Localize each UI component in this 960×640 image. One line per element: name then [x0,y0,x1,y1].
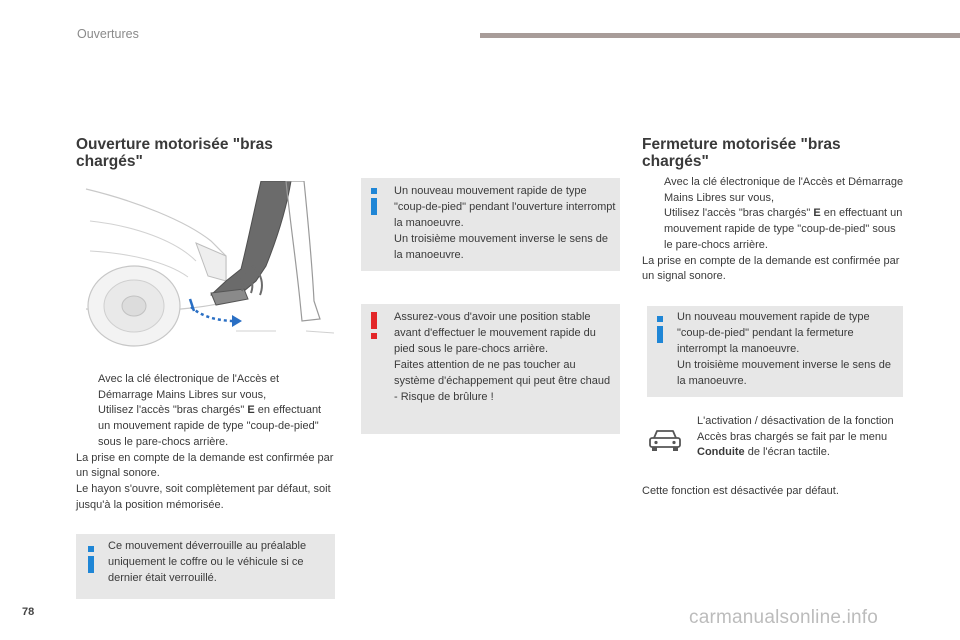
list-item [642,175,904,206]
info-icon [88,546,94,573]
chapter-title: Ouvertures [77,27,139,41]
key-letter: E [247,404,255,417]
paragraph: Cette fonction est désactivée par défaut. [642,485,839,497]
list-item [76,403,336,450]
paragraph: Le hayon s'ouvre, soit complètement par défaut, soit jusqu'à la position mémorisée. [76,482,331,511]
info-icon [657,316,663,343]
opening-instructions [76,372,336,513]
default-state-text [642,484,904,500]
kick-sensor-illustration [76,181,336,348]
paragraph [697,414,902,461]
note-text: Assurez-vous d'avoir une position stable avant d'effectuer le mouvement rapide du pied sous le pare-chocs arrière. [394,311,596,355]
activation-prefix: L'activation / désactivation de la fonction Accès bras chargés se fait par le menu [697,415,894,443]
key-letter: E [813,207,821,220]
paragraph: La prise en compte de la demande est confirmée par un signal sonore. [642,254,900,283]
info-note-interrupt-closing [647,306,903,397]
bullet-text: Avec la clé électronique de l'Accès et Démarrage Mains Libres sur vous, [98,373,280,401]
note-text: Un troisième mouvement inverse le sens de la manoeuvre. [677,359,891,387]
activation-text [697,414,902,461]
warning-note-stability [361,304,620,434]
note-text: Un troisième mouvement inverse le sens de la manoeuvre. [394,233,608,261]
info-note-interrupt-opening [361,178,620,271]
note-text: Ce mouvement déverrouille au préalable uniquement le coffre ou le véhicule si ce dernier était verrouillé. [108,540,307,584]
note-text: Faites attention de ne pas toucher au système d'échappement qui peut être chaud - Risque de brûlure ! [394,359,611,403]
info-note-unlock [76,534,335,599]
note-text: Un nouveau mouvement rapide de type "coup-de-pied" pendant la fermeture interrompt la manoeuvre. [677,311,870,355]
watermark: carmanualsonline.info [689,607,879,628]
bullet-text: Utilisez l'accès "bras chargés" [98,404,245,417]
header-bar [480,33,960,38]
list-item [642,206,904,253]
menu-name: Conduite [697,446,745,459]
bullet-text-tail: en effectuant un mouvement rapide de type "coup-de-pied" sous le pare-chocs arrière. [664,207,903,251]
page-number: 78 [22,606,35,618]
bullet-text: Avec la clé électronique de l'Accès et Démarrage Mains Libres sur vous, [664,176,904,204]
warning-icon [371,312,377,339]
info-icon [371,188,377,215]
bullet-text: Utilisez l'accès "bras chargés" [664,207,811,220]
car-icon [648,428,682,454]
activation-suffix: de l'écran tactile. [744,446,830,459]
paragraph: La prise en compte de la demande est confirmée par un signal sonore. [76,451,334,480]
note-text: Un nouveau mouvement rapide de type "coup-de-pied" pendant l'ouverture interrompt la manoeuvre. [394,185,616,229]
closing-instructions [642,175,904,285]
bullet-text-tail: en effectuant un mouvement rapide de type "coup-de-pied" sous le pare-chocs arrière. [98,404,322,448]
section-title-opening: Ouverture motorisée "bras chargés" [76,136,273,170]
list-item [76,372,336,403]
section-title-closing: Fermeture motorisée "bras chargés" [642,136,841,170]
